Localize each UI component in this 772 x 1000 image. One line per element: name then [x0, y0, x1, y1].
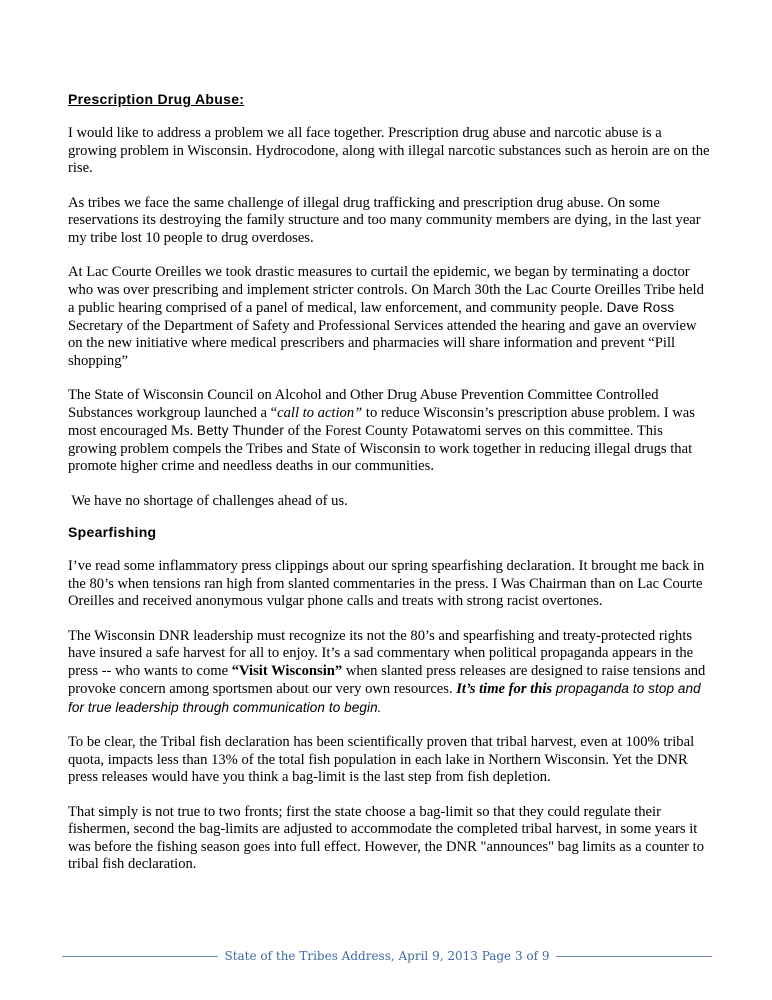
italic-text: call to action” — [277, 404, 363, 421]
footer-rule-left — [62, 956, 218, 957]
person-name: Dave Ross — [606, 300, 675, 315]
paragraph: I’ve read some inflammatory press clippings about our spring spearfishing declaration. It brought me back in the 80’s when tensions ran high from slanted commentaries in the press. I Was Chairman than on Lac Courte Oreilles and received anonymous vulgar phone calls and treats with strong racist overtones. — [68, 558, 705, 609]
bold-text: “Visit Wisconsin” — [231, 662, 343, 679]
paragraph: That simply is not true to two fronts; first the state choose a bag-limit so that they could regulate their fishermen, second the bag-limits are adjusted to accommodate the completed tribal harvest, in some years it was before the fishing season goes into full effect. However, the DNR "announces" bag limits as a counter to tribal fish declaration. — [68, 803, 704, 872]
page-footer — [62, 946, 712, 966]
footer-text: State of the Tribes Address, April 9, 2013 Page 3 of 9 — [224, 949, 550, 963]
document-body — [68, 91, 713, 874]
section-heading-spearfishing: Spearfishing — [68, 524, 157, 540]
paragraph: We have no shortage of challenges ahead of us. — [68, 492, 348, 509]
text-run: when slanted press releases are designed to raise tensions and provoke concern among sportsmen about our very own resources. — [68, 662, 706, 697]
text-run: The State of Wisconsin Council on Alcohol and Other Drug Abuse Prevention Committee Controlled Substances workgroup launched a “ — [68, 387, 659, 421]
paragraph: To be clear, the Tribal fish declaration has been scientifically proven that tribal harvest, even at 100% tribal quota, impacts less than 13% of the total fish population in each lake in Northern Wisconsin. Yet the DNR press releases would have you think a bag-limit is the last step from fish depletion. — [68, 734, 695, 785]
text-run: Secretary of the Department of Safety and Professional Services attended the hearing and gave an overview on the new initiative where medical prescribers and pharmacies will share information and prevent “Pill shopping” — [68, 317, 697, 369]
footer-rule-right — [556, 956, 712, 957]
paragraph: As tribes we face the same challenge of illegal drug trafficking and prescription drug abuse. On some reservations its destroying the family structure and too many community members are dying, in the last year my tribe lost 10 people to drug overdoses. — [68, 194, 701, 246]
text-run: of the Forest County Potawatomi serves on this committee. This growing problem compels the Tribes and State of Wisconsin to work together in reducing illegal drugs that promote higher crime and needless deaths in our communities. — [68, 423, 693, 474]
person-name: Betty Thunder — [196, 423, 285, 438]
section-heading-prescription-drug-abuse: Prescription Drug Abuse: — [68, 91, 245, 107]
text-run: to reduce Wisconsin’s prescription abuse problem. I was most encouraged Ms. — [68, 404, 695, 439]
bold-italic-text: It’s time for this — [456, 681, 553, 697]
paragraph: I would like to address a problem we all face together. Prescription drug abuse and narcotic abuse is a growing problem in Wisconsin. Hydrocodone, along with illegal narcotic substances such as heroin are on the rise. — [68, 125, 710, 176]
paragraph — [68, 264, 713, 370]
paragraph — [68, 628, 713, 718]
paragraph — [68, 387, 713, 476]
italic-text: propaganda to stop and for true leadership through communication to begin. — [68, 681, 701, 715]
text-run: At Lac Courte Oreilles we took drastic measures to curtail the epidemic, we began by terminating a doctor who was over prescribing and implement stricter controls. On March 30th the Lac Courte Oreilles Tribe held a public hearing comprised of a panel of medical, law enforcement, and community people. — [68, 264, 704, 316]
text-run: The Wisconsin DNR leadership must recognize its not the 80’s and spearfishing and treaty-protected rights have insured a safe harvest for all to enjoy. It’s a sad commentary when political propaganda appears in the press -- who wants to come — [68, 627, 694, 679]
